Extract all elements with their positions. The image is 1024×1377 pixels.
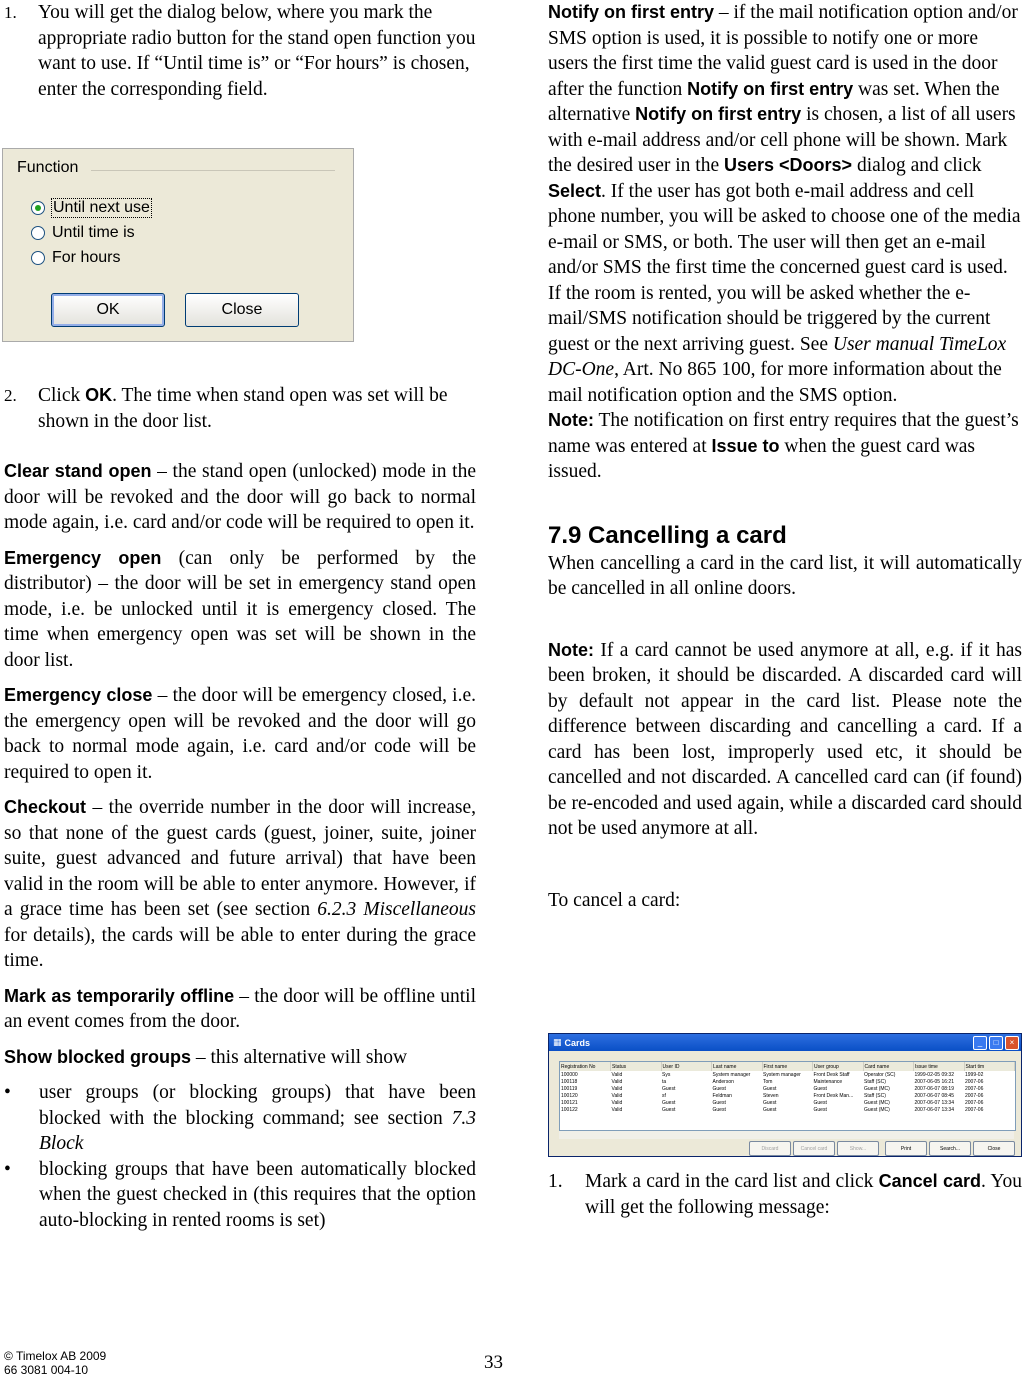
left-column [4, 0, 476, 102]
bullet-icon: • [4, 1082, 11, 1103]
offline-text: – the door will be offline until an event comes from the door. [4, 985, 476, 1032]
function-legend: Function [17, 159, 79, 176]
table-cell: 100118 [561, 1078, 578, 1085]
bullet-item [4, 1157, 476, 1234]
radio-for-hours[interactable] [31, 249, 120, 267]
table-cell: Guest [662, 1085, 676, 1092]
table-cell: Staff (SC) [864, 1078, 886, 1085]
cancel-step-text-2: . You will get the following message: [585, 1171, 1022, 1218]
table-cell: Guest [712, 1106, 726, 1113]
offline-para [4, 984, 476, 1035]
column-header[interactable]: Issue time [914, 1062, 965, 1071]
table-cell: Guest [813, 1106, 827, 1113]
table-cell: Steven [763, 1092, 779, 1099]
note-2-label: Note: [548, 639, 594, 660]
table-cell: Valid [611, 1092, 623, 1099]
cards-table-body [560, 1071, 1015, 1113]
column-header[interactable]: Start tim [964, 1062, 1015, 1071]
notify-text-4: dialog and click [852, 155, 982, 176]
table-cell: Guest [662, 1106, 676, 1113]
blocked-groups-text: – this alternative will show [191, 1046, 408, 1068]
radio-icon[interactable] [31, 251, 45, 265]
table-cell: 2007-06 [965, 1092, 984, 1099]
table-cell: System manager [763, 1071, 801, 1078]
note-1-bold: Issue to [711, 435, 780, 456]
search-button[interactable]: Search... [929, 1141, 971, 1156]
step-2-bold: OK [85, 385, 113, 405]
column-header[interactable]: User group [813, 1062, 864, 1071]
right-column [548, 0, 1022, 913]
table-row[interactable] [560, 1106, 1015, 1113]
notify-text-6: , Art. No 865 100, for more information about the mail notification option and the SMS option. [548, 359, 1002, 406]
table-cell: Anderson [712, 1078, 734, 1085]
table-cell: Guest [763, 1099, 777, 1106]
table-cell: Guest [662, 1099, 676, 1106]
footer [4, 1349, 106, 1377]
column-header[interactable]: Registration No [560, 1062, 611, 1071]
horizontal-scrollbar[interactable] [559, 1131, 1014, 1139]
table-cell: 100119 [561, 1085, 578, 1092]
table-cell: 2007-06-07 08:19 [914, 1085, 954, 1092]
note-1-text-2: when the guest card was issued. [548, 435, 976, 482]
radio-until-time-is[interactable] [31, 224, 135, 242]
table-cell: Valid [611, 1078, 623, 1085]
emergency-open-term: Emergency open [4, 547, 162, 568]
table-cell: 100122 [561, 1106, 578, 1113]
cards-titlebar [549, 1034, 1021, 1051]
table-cell: Guest [763, 1085, 777, 1092]
step-2 [4, 383, 478, 434]
note-1-para [548, 408, 1022, 485]
table-cell: Guest (MC) [864, 1099, 890, 1106]
minimize-icon[interactable]: _ [973, 1036, 987, 1050]
table-row[interactable] [560, 1099, 1015, 1106]
table-cell: 100120 [561, 1092, 578, 1099]
table-cell: Operator (SC) [864, 1071, 896, 1078]
table-cell: 2007-06-07 08:45 [914, 1092, 954, 1099]
table-cell: Guest [712, 1099, 726, 1106]
emergency-open-text: (can only be performed by the distributor) – the door will be set in emergency stand open mode, i.e. be unlocked until it is emergency closed. The time when emergency open was set will be shown in the door list. [4, 547, 476, 671]
checkout-end: for details), the cards will be able to enter during the grace time. [4, 924, 476, 971]
emergency-close-term: Emergency close [4, 685, 153, 705]
table-cell: Valid [611, 1071, 623, 1078]
checkout-para [4, 795, 476, 974]
table-cell: 1999-02 [965, 1071, 984, 1078]
checkout-text: – the override number in the door will increase, so that none of the guest cards (guest, joiner, suite, joiner suite, guest advanced and future arrival) that have been valid in the room will be able to enter anymore. However, if a grace time has been set (see section [4, 797, 476, 920]
close-button[interactable]: Close [185, 293, 299, 327]
radio-until-next-use[interactable] [31, 199, 151, 217]
table-cell: 2007-06 [965, 1078, 984, 1085]
table-cell: ta [662, 1078, 667, 1085]
table-row[interactable] [560, 1085, 1015, 1092]
cards-window [548, 1033, 1022, 1157]
table-cell: 2007-06 [965, 1099, 984, 1106]
table-cell: Guest (MC) [864, 1085, 890, 1092]
cards-window-icon: ▦ [553, 1037, 562, 1047]
clear-stand-open-term: Clear stand open [4, 461, 152, 481]
table-cell: 2007-06 [965, 1085, 984, 1092]
document-number: 66 3081 004-10 [4, 1363, 89, 1377]
table-cell: Guest (MC) [864, 1106, 890, 1113]
print-button[interactable]: Print [885, 1141, 927, 1156]
step-1-number: 1. [4, 3, 17, 22]
emergency-close-text: – the door will be emergency closed, i.e. the emergency open will be revoked and the door will go back to normal mode again, i.e. card and/or code will be required to open it. [4, 685, 476, 783]
bullet-icon: • [4, 1158, 11, 1180]
copyright: © Timelox AB 2009 [4, 1349, 107, 1363]
radio-label-for-hours: For hours [52, 249, 121, 266]
bullet-item [4, 1080, 476, 1157]
section-heading: 7.9 Cancelling a card [548, 521, 787, 549]
step-2-pre: Click [38, 385, 86, 406]
cancel-step-number: 1. [548, 1171, 563, 1192]
table-cell: Valid [611, 1099, 623, 1106]
step-1 [4, 0, 488, 102]
notify-manual-ref: User manual TimeLox DC-One [548, 333, 1007, 380]
table-cell: Guest [813, 1099, 827, 1106]
table-cell: Sys [662, 1071, 671, 1078]
cancel-step-bold: Cancel card [878, 1171, 981, 1191]
cancel-step-1 [548, 1169, 1022, 1220]
table-cell: 2007-06-07 13:34 [914, 1099, 954, 1106]
table-cell: 1999-02-05 09:32 [914, 1071, 954, 1078]
page-number: 33 [484, 1352, 503, 1373]
emergency-close-para [4, 683, 476, 785]
offline-term: Mark as temporarily offline [4, 985, 235, 1006]
ok-button[interactable]: OK [51, 293, 165, 327]
table-cell: sf [662, 1092, 666, 1099]
table-row[interactable] [560, 1071, 1015, 1078]
radio-label-until-time-is: Until time is [52, 224, 135, 241]
column-header[interactable]: Card name [863, 1062, 914, 1071]
maximize-icon[interactable]: □ [989, 1036, 1003, 1050]
table-cell: Maintenance [813, 1078, 843, 1085]
table-cell: Valid [611, 1085, 623, 1092]
notify-text-3: is chosen, a list of all users with e-mail address and/or cell phone will be shown. Mark the desired user in the [548, 104, 1016, 176]
column-header[interactable]: Last name [712, 1062, 763, 1071]
radio-icon[interactable] [31, 226, 45, 240]
table-cell: Feldman [712, 1092, 732, 1099]
checkout-term: Checkout [4, 797, 87, 817]
cancel-step-text-1: Mark a card in the card list and click [585, 1171, 879, 1192]
emergency-open-para [4, 546, 476, 674]
table-cell: 2007-06 [965, 1106, 984, 1113]
discard-button[interactable]: Discard [749, 1141, 791, 1156]
table-cell: Valid [611, 1106, 623, 1113]
radio-selected-icon[interactable] [31, 201, 45, 215]
blocked-groups-term: Show blocked groups [4, 1046, 192, 1067]
cards-table [560, 1062, 1015, 1113]
notify-bold-5: Select [548, 180, 602, 201]
notify-term: Notify on first entry [548, 2, 715, 22]
table-cell: Front Desk Man... [813, 1092, 854, 1099]
right-column-step [548, 1169, 1022, 1220]
close-cards-button[interactable]: Close [973, 1141, 1015, 1156]
window-controls [973, 1036, 1019, 1050]
table-cell: System manager [712, 1071, 751, 1078]
table-row[interactable] [560, 1078, 1015, 1085]
step-2-number: 2. [4, 386, 17, 405]
table-cell: 100000 [561, 1071, 578, 1078]
to-cancel-para: To cancel a card: [548, 889, 681, 911]
bullet-1-ref: 7.3 Block [39, 1107, 476, 1154]
bullet-1-text: user groups (or blocking groups) that have been blocked with the blocking command; see section [39, 1082, 476, 1129]
note-1-label: Note: [548, 410, 594, 430]
notify-bold-3: Notify on first entry [635, 104, 802, 124]
notify-bold-4: Users <Doors> [724, 155, 853, 175]
notify-text-1: – if the mail notification option and/or SMS option is used, it is possible to notify one or more users the first time the valid guest card is used in the door after the function [548, 2, 1018, 100]
left-column-lower [4, 383, 476, 1233]
table-row[interactable] [560, 1092, 1015, 1099]
table-cell: 2007-06-05 16:21 [914, 1078, 954, 1085]
column-header[interactable]: Status [611, 1062, 662, 1071]
table-cell: 100121 [561, 1099, 578, 1106]
table-cell: 2007-06-07 13:34 [914, 1106, 954, 1113]
checkout-section-ref: 6.2.3 Miscellaneous [317, 899, 477, 920]
cards-window-title: Cards [564, 1037, 591, 1048]
legend-rule [91, 170, 335, 171]
bullet-2-text: blocking groups that have been automatically blocked when the guest checked in (this requires that the option auto-blocking in rented rooms is set) [39, 1158, 476, 1231]
blocked-groups-para [4, 1045, 476, 1071]
column-header[interactable]: First name [762, 1062, 813, 1071]
step-1-text: You will get the dialog below, where you mark the appropriate radio button for the stand open function you want to use. If “Until time is” or “For hours” is chosen, enter the corresponding field. [38, 2, 476, 100]
notify-text-5: . If the user has got both e-mail address and cell phone number, you will be asked to choose one of the media e-mail or SMS, or both. The user will then get an e-mail and/or SMS the first time the concerned guest card is used. If the room is rented, you will be asked whether the e-mail/SMS notification should be triggered by the current guest or the next arriving guest. See [548, 180, 1021, 355]
table-cell: Front Desk Staff [813, 1071, 850, 1078]
table-cell: Tom [763, 1078, 773, 1085]
column-header[interactable]: User ID [661, 1062, 712, 1071]
note-2-para [548, 638, 1022, 842]
radio-label-until-next-use: Until next use [53, 199, 150, 216]
notify-para [548, 0, 1022, 408]
clear-stand-open-para [4, 459, 476, 536]
cancel-card-button[interactable]: Cancel card [793, 1141, 835, 1156]
notify-text-2: was set. When the alternative [548, 78, 1000, 125]
function-dialog [2, 148, 354, 342]
table-cell: Guest [763, 1106, 777, 1113]
cards-header-row [560, 1062, 1015, 1071]
show-button[interactable]: Show... [837, 1141, 879, 1156]
cancel-para: When cancelling a card in the card list, it will automatically be cancelled in all online doors. [548, 552, 1022, 599]
cards-list[interactable] [559, 1061, 1016, 1131]
note-1-text-1: The notification on first entry requires that the guest’s name was entered at [548, 410, 1019, 457]
close-window-icon[interactable]: × [1005, 1036, 1019, 1050]
step-2-post: . The time when stand open was set will be shown in the door list. [38, 385, 448, 432]
table-cell: Guest [712, 1085, 726, 1092]
notify-bold-2: Notify on first entry [687, 78, 854, 99]
clear-stand-open-text: – the stand open (unlocked) mode in the door will be revoked and the door will go back to normal mode again, i.e. card and/or code will be required to open it. [4, 461, 477, 533]
note-2-text: If a card cannot be used anymore at all, e.g. if it has been broken, it should be discarded. A discarded card will by default not appear in the card list. Please note the difference between discarding and cancelling a card. If a card has been lost, improperly used etc, it should be cancelled and not discarded. A cancelled card can (if found) be re-encoded and used again, while a discarded card should not be used anymore at all. [548, 639, 1022, 839]
table-cell: Staff (SC) [864, 1092, 886, 1099]
table-cell: Guest [813, 1085, 827, 1092]
